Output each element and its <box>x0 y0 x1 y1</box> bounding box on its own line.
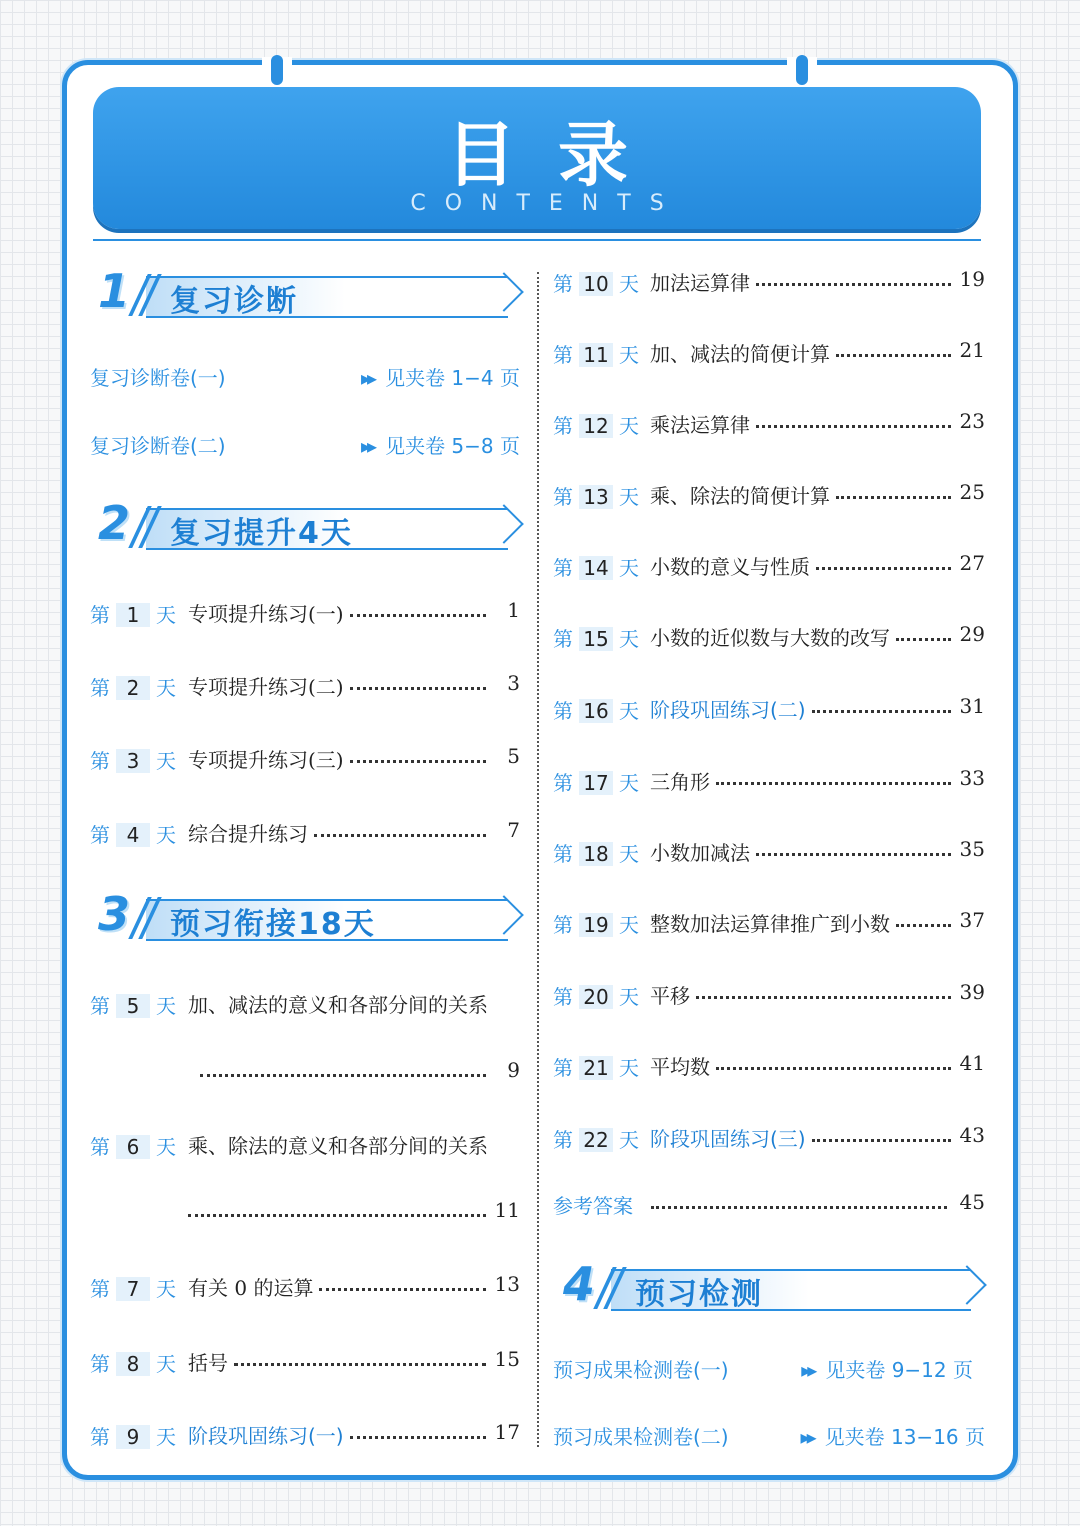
day-prefix: 第 <box>553 842 573 866</box>
entry-page: 1 <box>507 598 520 622</box>
section-4-header <box>555 1257 981 1317</box>
toc-entry-day-10[interactable] <box>553 267 985 297</box>
binder-clip-right <box>796 55 808 85</box>
day-suffix: 天 <box>619 485 639 509</box>
day-prefix: 第 <box>90 603 110 627</box>
toc-entry-day-3[interactable] <box>90 744 520 774</box>
toc-entry-day-11[interactable] <box>553 338 985 368</box>
ref-label: 复习诊断卷(二) <box>90 434 226 458</box>
entry-title: 小数加减法 <box>650 841 750 865</box>
entry-title: 专项提升练习(二) <box>188 675 344 699</box>
section-number: 4 <box>563 1257 596 1311</box>
ref-page: 见夹卷 13−16 页 <box>824 1425 985 1449</box>
day-suffix: 天 <box>156 1277 176 1301</box>
entry-title: 加、减法的简便计算 <box>650 342 830 366</box>
day-prefix: 第 <box>553 985 573 1009</box>
leader-dots <box>836 496 951 499</box>
toc-entry-day-4[interactable] <box>90 818 520 848</box>
day-label <box>90 672 176 701</box>
day-number: 5 <box>116 994 150 1018</box>
day-number: 22 <box>579 1128 613 1152</box>
page-title: 目录 <box>446 114 670 196</box>
leader-dots <box>756 853 951 856</box>
day-suffix: 天 <box>619 627 639 651</box>
day-label <box>553 1052 639 1081</box>
leader-dots <box>896 638 951 641</box>
test-ref-2[interactable] <box>553 1421 985 1449</box>
day-number: 11 <box>579 343 613 367</box>
ref-page: 见夹卷 5−8 页 <box>385 434 520 458</box>
entry-page: 29 <box>959 622 985 646</box>
day-label <box>553 695 639 724</box>
double-arrow-icon: ▸▸ <box>361 434 374 458</box>
entry-title: 阶段巩固练习(三) <box>650 1127 806 1151</box>
entry-title: 乘、除法的意义和各部分间的关系 <box>188 1134 488 1158</box>
day-label <box>90 1273 176 1302</box>
leader-dots <box>188 1214 486 1217</box>
day-prefix: 第 <box>553 771 573 795</box>
day-suffix: 天 <box>156 749 176 773</box>
day-label <box>553 481 639 510</box>
toc-entry-day-20[interactable] <box>553 980 985 1010</box>
day-suffix: 天 <box>619 913 639 937</box>
ref-label: 预习成果检测卷(一) <box>553 1358 729 1382</box>
day-prefix: 第 <box>90 1277 110 1301</box>
day-label <box>90 819 176 848</box>
day-label <box>90 1421 176 1450</box>
day-suffix: 天 <box>156 994 176 1018</box>
ref-label: 预习成果检测卷(二) <box>553 1425 729 1449</box>
leader-dots <box>836 354 951 357</box>
entry-page: 11 <box>494 1198 520 1222</box>
leader-dots <box>350 1436 486 1439</box>
contents-banner <box>93 87 981 229</box>
day-suffix: 天 <box>619 414 639 438</box>
day-label <box>553 981 639 1010</box>
toc-entry-day-1[interactable] <box>90 598 520 628</box>
column-divider <box>537 272 539 1447</box>
answers-entry[interactable] <box>553 1190 985 1220</box>
day-label <box>553 767 639 796</box>
day-number: 15 <box>579 627 613 651</box>
double-arrow-icon: ▸▸ <box>801 1358 814 1382</box>
double-arrow-icon: ▸▸ <box>800 1425 813 1449</box>
day-prefix: 第 <box>553 1056 573 1080</box>
section-number: 3 <box>98 887 131 941</box>
entry-title: 小数的意义与性质 <box>650 555 810 579</box>
day-label <box>553 339 639 368</box>
day-number: 1 <box>116 603 150 627</box>
day-prefix: 第 <box>90 749 110 773</box>
toc-entry-day-12[interactable] <box>553 409 985 439</box>
entry-page: 37 <box>959 908 985 932</box>
ref-page: 见夹卷 1−4 页 <box>385 366 520 390</box>
section-number: 2 <box>98 496 131 550</box>
day-label <box>553 410 639 439</box>
section-2-header <box>90 496 518 556</box>
leader-dots <box>651 1206 947 1209</box>
day-suffix: 天 <box>619 272 639 296</box>
toc-entry-day-7[interactable] <box>90 1272 520 1302</box>
leader-dots <box>696 996 951 999</box>
day-label <box>553 909 639 938</box>
day-prefix: 第 <box>553 485 573 509</box>
ref-page: 见夹卷 9−12 页 <box>825 1358 973 1382</box>
day-label <box>90 599 176 628</box>
leader-dots <box>350 687 486 690</box>
entry-page: 15 <box>494 1347 520 1371</box>
day-suffix: 天 <box>156 603 176 627</box>
day-number: 8 <box>116 1352 150 1376</box>
day-prefix: 第 <box>90 1425 110 1449</box>
day-label <box>553 1124 639 1153</box>
review-ref-1[interactable] <box>90 362 520 390</box>
day-number: 6 <box>116 1135 150 1159</box>
toc-entry-day-15[interactable] <box>553 622 985 652</box>
day-prefix: 第 <box>90 1352 110 1376</box>
day-number: 18 <box>579 842 613 866</box>
test-ref-1[interactable] <box>553 1354 973 1382</box>
review-ref-2[interactable] <box>90 430 520 458</box>
day-suffix: 天 <box>619 1056 639 1080</box>
day-label <box>553 838 639 867</box>
day-number: 2 <box>116 676 150 700</box>
toc-entry-day-21[interactable] <box>553 1051 985 1081</box>
day-number: 16 <box>579 699 613 723</box>
answers-title: 参考答案 <box>553 1194 633 1218</box>
entry-title: 乘法运算律 <box>650 413 750 437</box>
toc-entry-day-18[interactable] <box>553 837 985 867</box>
page-subtitle: CONTENTS <box>410 191 683 216</box>
day-suffix: 天 <box>156 676 176 700</box>
ref-page-wrap <box>361 430 520 459</box>
leader-dots <box>816 567 951 570</box>
day-number: 7 <box>116 1277 150 1301</box>
toc-entry-day-6[interactable] <box>90 1130 520 1160</box>
day-suffix: 天 <box>619 556 639 580</box>
binder-clip-left <box>271 55 283 85</box>
entry-title: 加、减法的意义和各部分间的关系 <box>188 993 488 1017</box>
day-prefix: 第 <box>90 823 110 847</box>
entry-page: 17 <box>494 1420 520 1444</box>
day-suffix: 天 <box>619 699 639 723</box>
entry-page: 31 <box>959 694 985 718</box>
day-prefix: 第 <box>553 343 573 367</box>
day-suffix: 天 <box>156 1352 176 1376</box>
ref-page-wrap <box>801 1421 985 1450</box>
entry-page: 43 <box>959 1123 985 1147</box>
day-prefix: 第 <box>553 1128 573 1152</box>
day-prefix: 第 <box>553 627 573 651</box>
toc-entry-day-2[interactable] <box>90 671 520 701</box>
entry-page: 39 <box>959 980 985 1004</box>
day-prefix: 第 <box>90 1135 110 1159</box>
day-number: 14 <box>579 556 613 580</box>
leader-dots <box>319 1288 486 1291</box>
entry-page: 25 <box>959 480 985 504</box>
day-number: 10 <box>579 272 613 296</box>
section-title: 复习提升4天 <box>170 516 353 551</box>
day-label <box>90 1348 176 1377</box>
ref-page-wrap <box>361 362 520 391</box>
day-prefix: 第 <box>90 994 110 1018</box>
entry-page: 27 <box>959 551 985 575</box>
section-title: 预习检测 <box>635 1277 763 1312</box>
toc-entry-day-9[interactable] <box>90 1420 520 1450</box>
toc-entry-day-16[interactable] <box>553 694 985 724</box>
section-title: 预习衔接18天 <box>170 907 376 942</box>
day-number: 4 <box>116 823 150 847</box>
entry-page: 41 <box>959 1051 985 1075</box>
entry-title: 小数的近似数与大数的改写 <box>650 626 890 650</box>
leader-dots <box>350 614 486 617</box>
day-number: 19 <box>579 913 613 937</box>
day-number: 13 <box>579 485 613 509</box>
day-suffix: 天 <box>156 1135 176 1159</box>
day-suffix: 天 <box>619 343 639 367</box>
day-number: 21 <box>579 1056 613 1080</box>
day-number: 17 <box>579 771 613 795</box>
entry-title: 综合提升练习 <box>188 822 308 846</box>
entry-page: 23 <box>959 409 985 433</box>
banner-rule <box>93 239 981 241</box>
entry-title: 三角形 <box>650 770 710 794</box>
day-suffix: 天 <box>156 1425 176 1449</box>
entry-title: 专项提升练习(三) <box>188 748 344 772</box>
ref-label: 复习诊断卷(一) <box>90 366 226 390</box>
day-suffix: 天 <box>619 1128 639 1152</box>
toc-entry-day-6-leader[interactable] <box>90 1198 520 1228</box>
double-arrow-icon: ▸▸ <box>361 366 374 390</box>
entry-title: 平移 <box>650 984 690 1008</box>
day-prefix: 第 <box>553 556 573 580</box>
leader-dots <box>812 710 951 713</box>
entry-title: 有关 0 的运算 <box>188 1276 314 1300</box>
entry-title: 括号 <box>188 1351 228 1375</box>
entry-page: 21 <box>959 338 985 362</box>
leader-dots <box>756 283 951 286</box>
toc-entry-day-5-leader[interactable] <box>90 1058 520 1088</box>
day-prefix: 第 <box>553 699 573 723</box>
section-title: 复习诊断 <box>170 284 298 319</box>
leader-dots <box>200 1074 486 1077</box>
day-suffix: 天 <box>156 823 176 847</box>
day-suffix: 天 <box>619 842 639 866</box>
entry-title: 整数加法运算律推广到小数 <box>650 912 890 936</box>
day-label <box>553 552 639 581</box>
leader-dots <box>812 1139 951 1142</box>
entry-page: 3 <box>507 671 520 695</box>
day-label <box>90 1131 176 1160</box>
toc-entry-day-17[interactable] <box>553 766 985 796</box>
entry-page: 35 <box>959 837 985 861</box>
toc-entry-day-22[interactable] <box>553 1123 985 1153</box>
entry-title: 乘、除法的简便计算 <box>650 484 830 508</box>
ref-page-wrap <box>801 1354 973 1383</box>
entry-page: 7 <box>507 818 520 842</box>
toc-entry-day-19[interactable] <box>553 908 985 938</box>
toc-entry-day-5[interactable] <box>90 989 520 1019</box>
entry-title: 阶段巩固练习(一) <box>188 1424 344 1448</box>
day-prefix: 第 <box>90 676 110 700</box>
day-number: 12 <box>579 414 613 438</box>
entry-page: 19 <box>959 267 985 291</box>
entry-title: 阶段巩固练习(二) <box>650 698 806 722</box>
day-label <box>553 268 639 297</box>
day-label <box>553 623 639 652</box>
entry-page: 13 <box>494 1272 520 1296</box>
entry-page: 5 <box>507 744 520 768</box>
leader-dots <box>756 425 951 428</box>
day-prefix: 第 <box>553 272 573 296</box>
day-number: 3 <box>116 749 150 773</box>
day-label <box>90 990 176 1019</box>
day-suffix: 天 <box>619 771 639 795</box>
day-suffix: 天 <box>619 985 639 1009</box>
answers-page: 45 <box>959 1190 985 1214</box>
toc-entry-day-13[interactable] <box>553 480 985 510</box>
day-prefix: 第 <box>553 913 573 937</box>
toc-entry-day-8[interactable] <box>90 1347 520 1377</box>
entry-page: 9 <box>507 1058 520 1082</box>
leader-dots <box>716 782 951 785</box>
entry-page: 33 <box>959 766 985 790</box>
section-3-header <box>90 887 518 947</box>
leader-dots <box>234 1363 486 1366</box>
leader-dots <box>350 760 486 763</box>
entry-title: 平均数 <box>650 1055 710 1079</box>
day-prefix: 第 <box>553 414 573 438</box>
leader-dots <box>896 924 951 927</box>
day-number: 20 <box>579 985 613 1009</box>
day-number: 9 <box>116 1425 150 1449</box>
section-number: 1 <box>98 264 131 318</box>
leader-dots <box>716 1067 951 1070</box>
entry-title: 专项提升练习(一) <box>188 602 344 626</box>
section-1-header <box>90 264 518 324</box>
toc-entry-day-14[interactable] <box>553 551 985 581</box>
day-label <box>90 745 176 774</box>
leader-dots <box>314 834 486 837</box>
entry-title: 加法运算律 <box>650 271 750 295</box>
